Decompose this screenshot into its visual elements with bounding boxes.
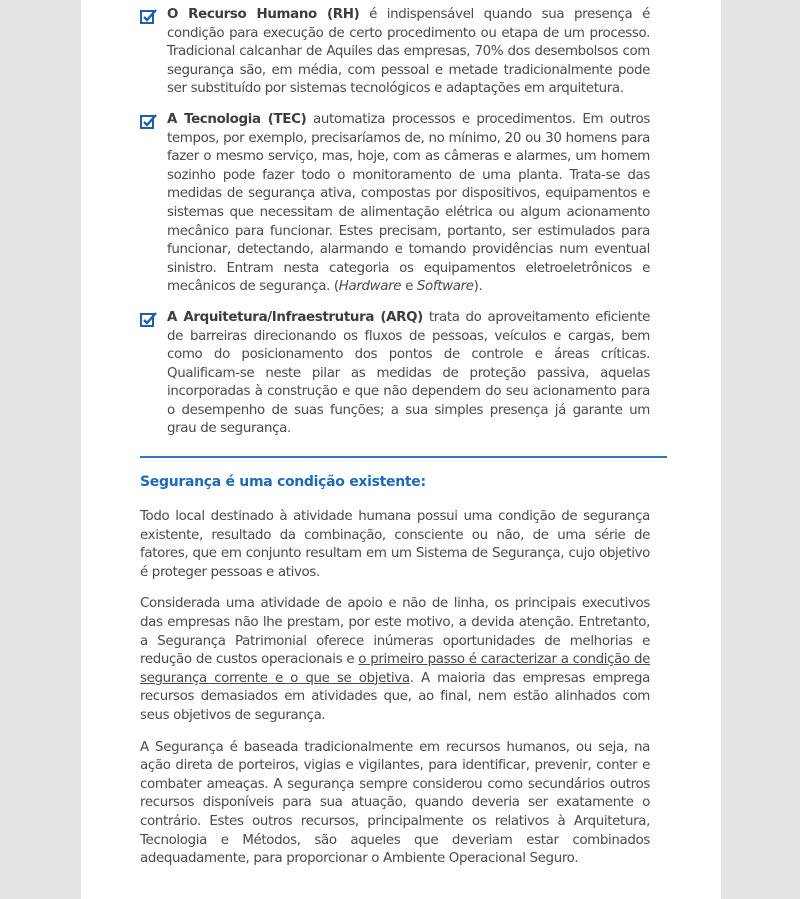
- conjunction: e: [401, 279, 417, 295]
- italic-hardware: Hardware: [338, 279, 402, 295]
- section-heading: Segurança é uma condição existente:: [140, 474, 426, 490]
- p2-start: Considerada uma atividade de apoio e não de linha, os principais executivos das empresas não lhe prestam, por este motivo, a devida atenção. Entretanto, a Segurança Patrimonial oferece inúmeras oportunidades de melhorias e redução de custos operacionais e: [140, 596, 650, 668]
- italic-software: Software: [416, 279, 474, 295]
- checkbox-checked-icon: [140, 114, 158, 129]
- term-arq: A Arquitetura/Infraestrutura (ARQ): [167, 309, 423, 325]
- list-item-rh: [140, 6, 650, 99]
- desc-tec: automatiza processos e procedimentos. Em outros tempos, por exemplo, precisaríamos de, no mínimo, 20 ou 30 homens para fazer o mesmo serviço, mas, hoje, com as câmeras e alarmes, um homem sozinho pode fazer todo o monitoramento de uma planta. Trata-se das medidas de segurança ativa, compostas por dispositivos, equipamentos e sistemas que necessitam de alimentação elétrica ou algum acionamento mecânico para funcionar. Estes precisam, portanto, ser estimulados para funcionar, detectando, alarmando e tomando providências num eventual sinistro. Entram nesta categoria os equipamentos eletroeletrônicos e mecânicos de segurança. (: [167, 111, 650, 295]
- paragraph-2: [140, 595, 650, 725]
- document-page: [81, 0, 721, 899]
- section-divider: [140, 456, 667, 458]
- p2-end: . A maioria das empresas emprega recursos demasiados em atividades que, ao final, nem estão alinhados com seus objetivos de segurança.: [140, 670, 650, 723]
- list-item-tec: [140, 111, 650, 297]
- checkbox-checked-icon: [140, 9, 158, 24]
- list-item-arq: [140, 309, 650, 439]
- paragraph-3: A Segurança é baseada tradicionalmente em recursos humanos, ou seja, na ação direta de porteiros, vigias e vigilantes, para identificar, prevenir, conter e combater ameaças. A segurança sempre considerou como secundários outros recursos disponíveis para sua atuação, quando deveria ser exatamente o contrário. Estes outros recursos, principalmente os relativos à Arquitetura, Tecnologia e Métodos, são aqueles que deveriam estar combinados adequadamente, para proporcionar o Ambiente Operacional Seguro.: [140, 739, 650, 867]
- closing: ).: [473, 279, 483, 295]
- desc-rh: é indispensável quando sua presença é condição para execução de certo procedimento ou etapa de um processo. Tradicional calcanhar de Aquiles das empresas, 70% dos desembolsos com segurança são, em média, com pessoal e metade tradicionalmente pode ser substituído por sistemas tecnológicos e adaptações em arquitetura.: [167, 7, 650, 97]
- checkbox-checked-icon: [140, 312, 158, 327]
- section-body: [140, 508, 650, 882]
- paragraph-1: Todo local destinado à atividade humana possui uma condição de segurança existente, resultado da combinação, consciente ou não, de uma série de fatores, que em conjunto resultam em um Sistema de Segurança, cujo objetivo é proteger pessoas e ativos.: [140, 509, 650, 580]
- term-tec: A Tecnologia (TEC): [167, 111, 307, 127]
- term-rh: O Recurso Humano (RH): [167, 7, 360, 22]
- desc-arq: trata do aproveitamento eficiente de barreiras direcionando os fluxos de pessoas, veículos e cargas, bem como do posicionamento dos pontos de controle e áreas críticas. Qualificam-se neste pilar as medidas de proteção passiva, aquelas incorporadas à construção e que não dependem do seu acionamento para o desempenho de suas funções; a sua simples presença já garante um grau de segurança.: [167, 309, 650, 437]
- pillars-list: [140, 6, 650, 451]
- p2-underlined: o primeiro passo é caracterizar a condição de segurança corrente e o que se objetiva: [140, 652, 650, 686]
